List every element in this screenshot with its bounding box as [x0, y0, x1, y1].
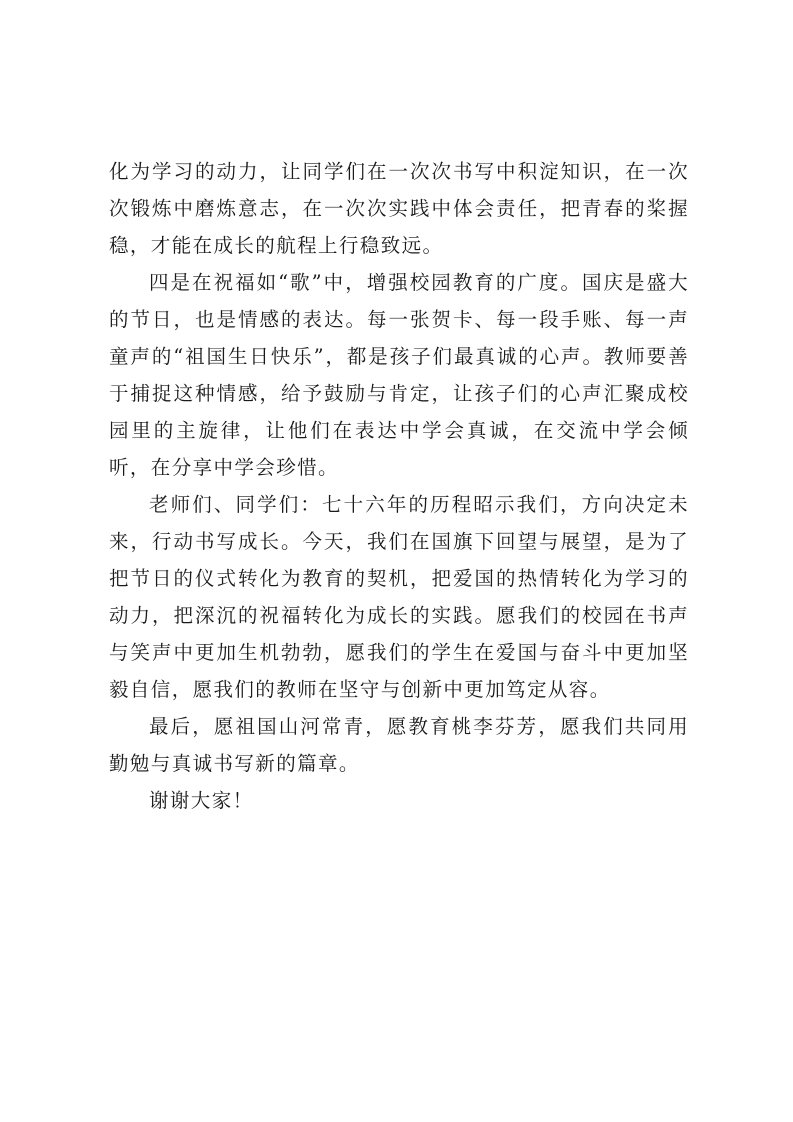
paragraph-point-four: 四是在祝福如“歌”中，增强校园教育的广度。国庆是盛大的节日，也是情感的表达。每一张贺卡、每一段手账、每一声童声的“祖国生日快乐”，都是孩子们最真诚的心声。教师要善于捕捉这种情感，给予鼓励与肯定，让孩子们的心声汇聚成校园里的主旋律，让他们在表达中学会真诚，在交流中学会倾听，在分享中学会珍惜。: [109, 271, 689, 479]
paragraph-thanks: 谢谢大家！: [149, 789, 254, 812]
paragraph-continuation: 化为学习的动力，让同学们在一次次书写中积淀知识，在一次次锻炼中磨炼意志，在一次次实践中体会责任，把青春的桨握稳，才能在成长的航程上行稳致远。: [109, 160, 689, 257]
paragraph-address: 老师们、同学们：七十六年的历程昭示我们，方向决定未来，行动书写成长。今天，我们在国旗下回望与展望，是为了把节日的仪式转化为教育的契机，把爱国的热情转化为学习的动力，把深沉的祝福转化为成长的实践。愿我们的校园在书声与笑声中更加生机勃勃，愿我们的学生在爱国与奋斗中更加坚毅自信，愿我们的教师在坚守与创新中更加笃定从容。: [109, 493, 689, 701]
speech-body: [109, 153, 689, 819]
paragraph-closing-wish: 最后，愿祖国山河常青，愿教育桃李芬芳，愿我们共同用勤勉与真诚书写新的篇章。: [109, 715, 689, 775]
